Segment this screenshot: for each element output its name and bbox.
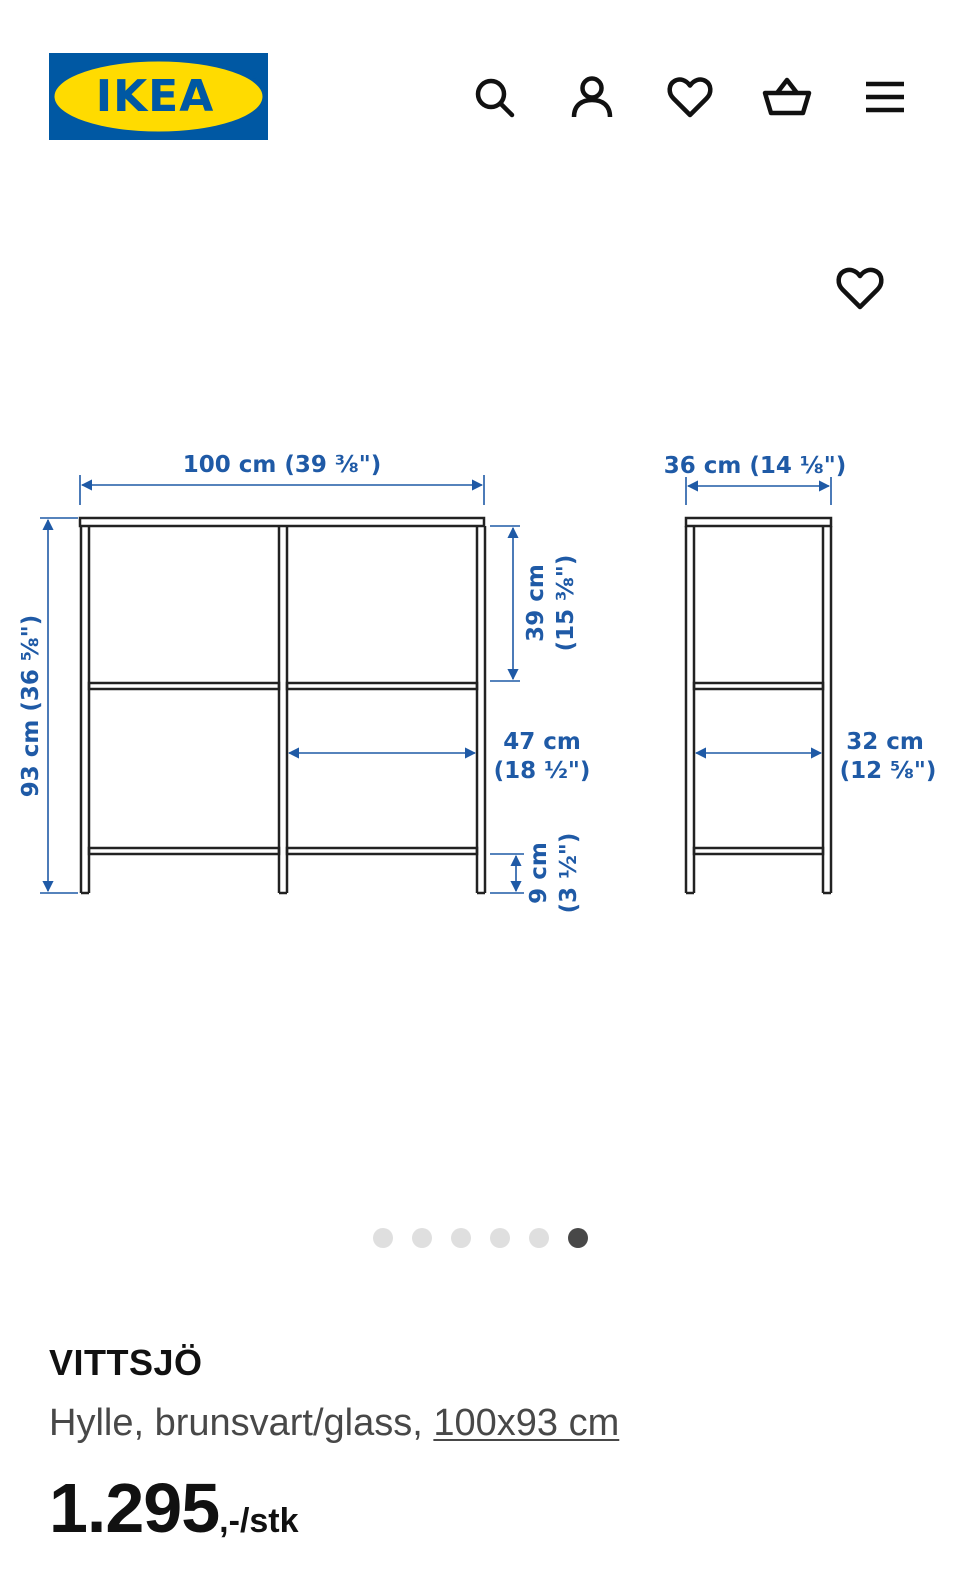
site-header	[0, 0, 960, 190]
carousel-dot-1[interactable]	[373, 1228, 393, 1248]
product-description-text: Hylle, brunsvart/glass,	[49, 1402, 434, 1444]
width-label: 100 cm (39 ⅜")	[182, 452, 382, 478]
product-size-link[interactable]: 100x93 cm	[433, 1402, 620, 1444]
compartment-height-label-in: (15 ⅜")	[553, 554, 579, 652]
leg-height-label-in: (3 ½")	[556, 832, 582, 914]
svg-text:®: ®	[249, 72, 259, 82]
ikea-logo-graphic	[49, 53, 268, 140]
shelf-depth-label-cm: 32 cm	[846, 729, 924, 755]
shelf-depth-label-in: (12 ⅝")	[839, 758, 937, 784]
basket-icon[interactable]	[762, 72, 812, 122]
shelf-width-label-in: (18 ½")	[493, 758, 591, 784]
image-carousel-dots	[0, 1228, 960, 1250]
carousel-dot-4[interactable]	[490, 1228, 510, 1248]
leg-height-label-cm: 9 cm	[526, 842, 552, 904]
heart-icon[interactable]	[665, 72, 715, 122]
side-view-shelf	[686, 518, 831, 893]
product-dimension-image	[0, 430, 960, 940]
menu-icon[interactable]	[860, 72, 910, 122]
logo-text: IKEA	[95, 71, 215, 122]
carousel-dot-3[interactable]	[451, 1228, 471, 1248]
front-view-shelf	[80, 518, 485, 893]
carousel-dot-2[interactable]	[412, 1228, 432, 1248]
save-to-favorites-icon[interactable]	[834, 262, 886, 314]
depth-label: 36 cm (14 ⅛")	[663, 453, 847, 479]
dimension-drawing	[0, 430, 960, 940]
compartment-height-label-cm: 39 cm	[523, 564, 549, 642]
product-name: VITTSJÖ	[49, 1342, 203, 1383]
ikea-logo[interactable]	[49, 53, 268, 140]
height-label: 93 cm (36 ⅝")	[18, 614, 44, 798]
price-amount: 1.295	[49, 1469, 220, 1547]
product-description	[49, 1402, 619, 1445]
product-price	[49, 1468, 299, 1548]
carousel-dot-6[interactable]	[568, 1228, 588, 1248]
search-icon[interactable]	[470, 72, 520, 122]
price-suffix: ,-/stk	[219, 1502, 299, 1540]
carousel-dot-5[interactable]	[529, 1228, 549, 1248]
shelf-width-label-cm: 47 cm	[503, 729, 581, 755]
account-icon[interactable]	[567, 72, 617, 122]
